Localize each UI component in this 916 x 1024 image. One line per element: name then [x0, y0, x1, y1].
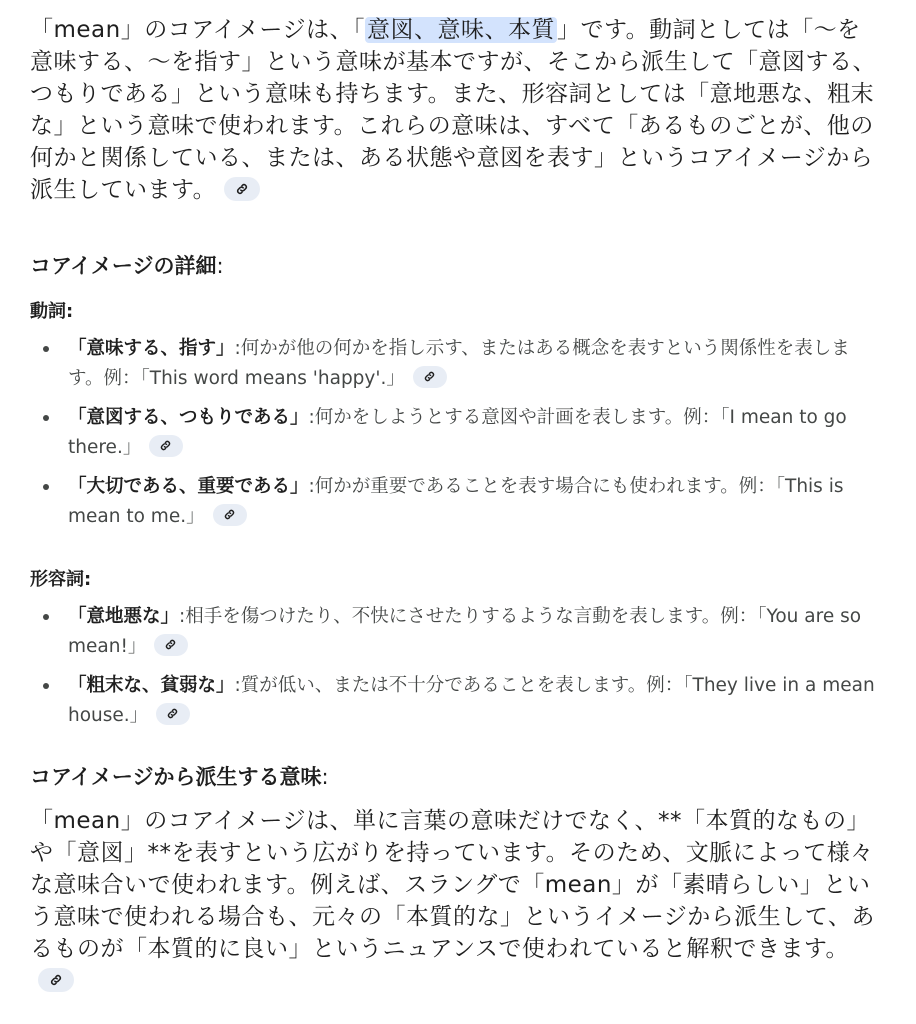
- section-heading-derived: コアイメージから派生する意味:: [30, 765, 329, 789]
- citation-chip[interactable]: [38, 968, 74, 992]
- link-icon: [49, 973, 63, 987]
- list-item: 「粗末な、貧弱な」:質が低い、または不十分であることを表します。例：「They live in a mean house.」: [30, 671, 876, 731]
- citation-chip[interactable]: [224, 177, 260, 201]
- intro-text-1: 「mean」のコアイメージは、「: [30, 17, 365, 43]
- link-icon: [235, 182, 249, 196]
- link-icon: [223, 508, 236, 521]
- citation-chip[interactable]: [213, 504, 247, 526]
- link-icon: [166, 707, 179, 720]
- list-item: 「意味する、指す」:何かが他の何かを指し示す、またはある概念を表すという関係性を表します。例：「This word means 'happy'.」: [30, 334, 876, 394]
- link-icon: [423, 370, 436, 383]
- citation-chip[interactable]: [413, 366, 447, 388]
- outro-text: 「mean」のコアイメージは、単に言葉の意味だけでなく、**「本質的なもの」や「意図」**を表すという広がりを持っています。そのため、文脈によって様々な意味合いで使われます。例えば、スラングで「mean」が「素晴らしい」という意味で使われる場合も、元々の「本質的な」というイメージから派生して、あるものが「本質的に良い」というニュアンスで使われていると解釈できます。: [30, 808, 875, 962]
- adjectives-heading: 形容詞:: [30, 569, 92, 590]
- citation-chip[interactable]: [149, 435, 183, 457]
- verbs-heading: 動詞:: [30, 301, 74, 322]
- list-item: 「意地悪な」:相手を傷つけたり、不快にさせたりするような言動を表します。例：「You are so mean!」: [30, 602, 876, 662]
- adjectives-list: [30, 602, 876, 731]
- citation-chip[interactable]: [154, 634, 188, 656]
- citation-chip[interactable]: [156, 703, 190, 725]
- intro-text-2: 」です。動詞としては「〜を意味する、〜を指す」という意味が基本ですが、そこから派生して「意図する、つもりである」という意味も持ちます。また、形容詞としては「意地悪な、粗末な」という意味で使われます。これらの意味は、すべて「あるものごとが、他の何かと関係している、または、ある状態や意図を表す」というコアイメージから派生しています。: [30, 17, 876, 203]
- link-icon: [164, 638, 177, 651]
- verbs-list: [30, 334, 876, 532]
- list-item: 「大切である、重要である」:何かが重要であることを表す場合にも使われます。例：「This is mean to me.」: [30, 472, 876, 532]
- section-heading-details: コアイメージの詳細:: [30, 254, 224, 278]
- highlighted-text: 意図、意味、本質: [366, 17, 555, 43]
- list-item: 「意図する、つもりである」:何かをしようとする意図や計画を表します。例：「I mean to go there.」: [30, 403, 876, 463]
- intro-paragraph: [30, 14, 876, 206]
- outro-paragraph: [30, 805, 876, 997]
- link-icon: [159, 439, 172, 452]
